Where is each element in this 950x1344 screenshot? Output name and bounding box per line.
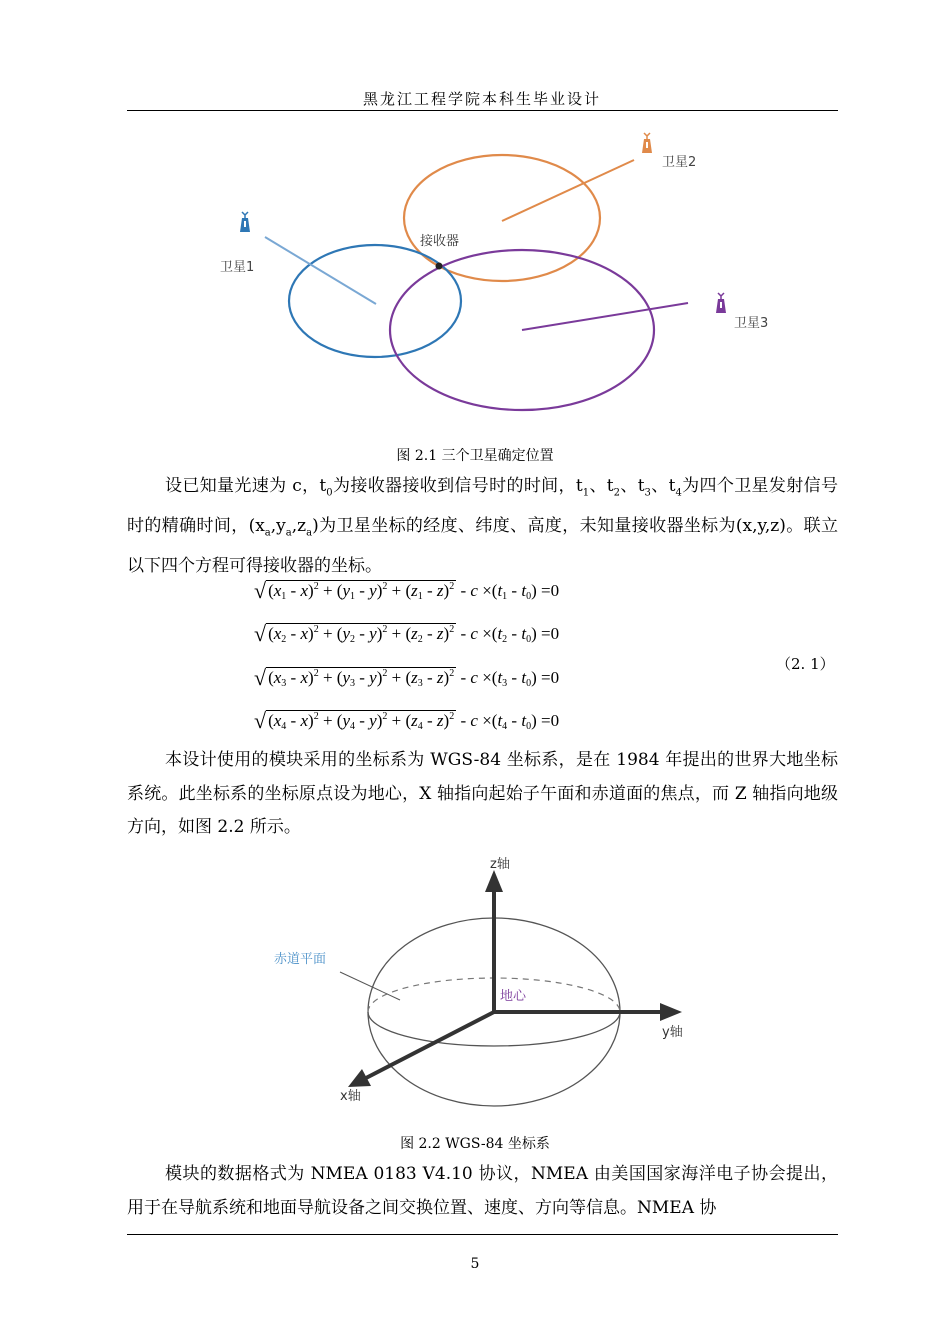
- satellite-figure: [200, 125, 769, 425]
- satellite1-icon: [240, 212, 250, 232]
- satellite1-range-circle: [289, 245, 461, 357]
- paragraph-3: 模块的数据格式为 NMEA 0183 V4.10 协议，NMEA 由美国国家海洋电子协会提出，用于在导航系统和地面导航设备之间交换位置、速度、方向等信息。NMEA 协: [127, 1164, 838, 1218]
- running-header: 黑龙江工程学院本科生毕业设计: [362, 90, 601, 108]
- z-axis-label: z轴: [490, 857, 510, 872]
- satellite2-range-circle: [404, 155, 600, 281]
- satellite1-signal-line: [265, 237, 376, 304]
- satellite2-icon: [642, 133, 652, 153]
- figure2-caption: 图 2.2 WGS-84 坐标系: [400, 1136, 550, 1152]
- header-rule: [127, 110, 838, 111]
- equator-front: [368, 1012, 620, 1046]
- equation-2: √ $(x_2 - x)^2 + (y_2 - y)^2 + (z_2 - z)^2 - c \times(t_2 - t_0) =0$: [254, 621, 560, 646]
- page-number: 5: [470, 1256, 480, 1272]
- equation-3: √ $(x_3 - x)^2 + (y_3 - y)^2 + (z_3 - z)^2 - c \times(t_3 - t_0) =0$: [254, 665, 560, 690]
- satellite2-label: 卫星2: [662, 155, 697, 170]
- paragraph-1: 设已知量光速为 c，$t_0$为接收器接收到信号时的时间，$t_1$、$t_2$、$t_3$、$t_4$为四个卫星发射信号时的精确时间，$(x_a,y_a,z_a)$为卫星坐标的经度、纬度、高度，未知量接收器坐标为(x,y,z)。联立以下四个方程可得接收器的坐标。: [127, 476, 838, 576]
- equation-1: √ $(x_1 - x)^2 + (y_1 - y)^2 + (z_1 - z)^2 - c \times(t_1 - t_0) =0$: [254, 578, 560, 603]
- receiver-point: [436, 263, 443, 270]
- satellite3-icon: [716, 293, 726, 313]
- satellite3-signal-line: [522, 303, 688, 330]
- y-axis-arrow: [660, 1003, 682, 1021]
- wgs84-figure: [260, 850, 700, 1110]
- receiver-label: 接收器: [420, 234, 460, 249]
- earth-center-label: 地心: [500, 989, 527, 1004]
- z-axis-arrow: [485, 870, 503, 892]
- equation-number: （2. 1）: [776, 655, 835, 673]
- figure1-caption: 图 2.1 三个卫星确定位置: [396, 448, 554, 464]
- satellite1-label: 卫星1: [220, 260, 255, 275]
- equation-4: √ $(x_4 - x)^2 + (y_4 - y)^2 + (z_4 - z)^2 - c \times(t_4 - t_0) =0$: [254, 708, 560, 733]
- footer-rule: [127, 1234, 838, 1235]
- paragraph-2: 本设计使用的模块采用的坐标系为 WGS-84 坐标系，是在 1984 年提出的世界大地坐标系统。此坐标系的坐标原点设为地心，X 轴指向起始子午面和赤道面的焦点，而 Z 轴指向地级方向，如图 2.2 所示。: [127, 750, 838, 837]
- x-axis-label: x轴: [340, 1089, 361, 1104]
- satellite2-signal-line: [502, 160, 634, 221]
- satellite3-label: 卫星3: [734, 316, 769, 331]
- y-axis-label: y轴: [662, 1025, 683, 1040]
- equator-plane-label: 赤道平面: [274, 952, 327, 967]
